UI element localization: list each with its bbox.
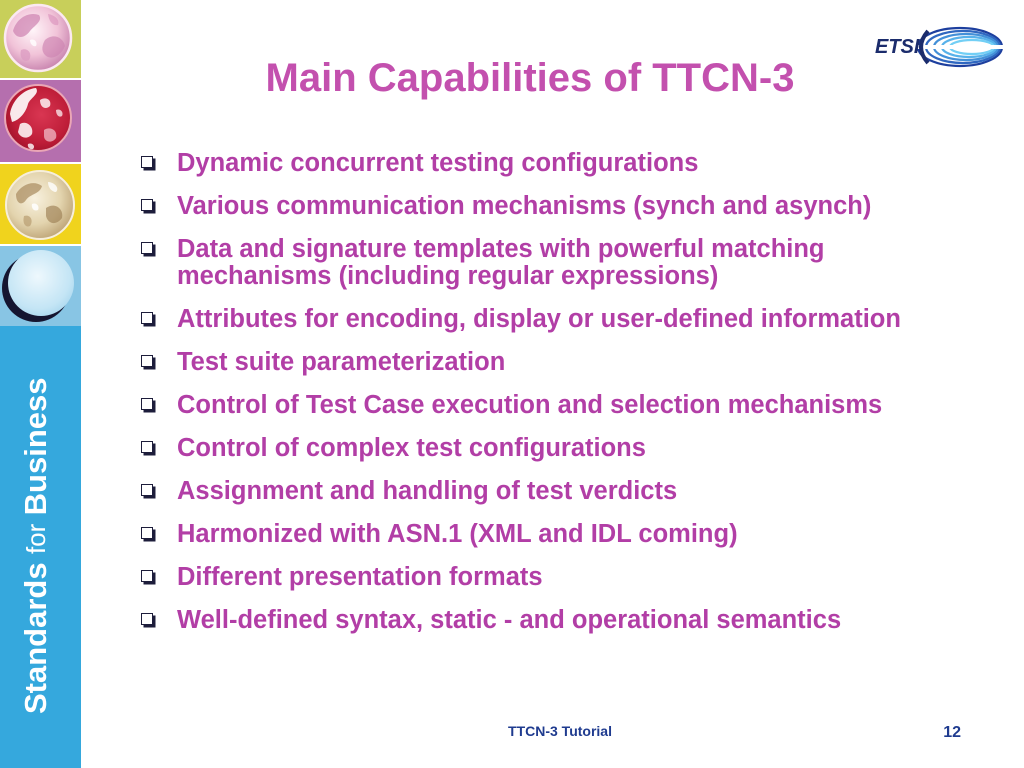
- slide-title: Main Capabilities of TTCN-3: [265, 56, 795, 100]
- bullet-text: Data and signature templates with powerful matching mechanisms (including regular expressions): [177, 235, 825, 290]
- list-item: [137, 521, 937, 548]
- capabilities-list: [137, 150, 937, 650]
- bullet-text: Test suite parameterization: [177, 348, 506, 376]
- list-item: [137, 435, 937, 462]
- list-item: [137, 349, 937, 376]
- globe-tile-4: [0, 246, 81, 326]
- bullet-text: Control of complex test configurations: [177, 434, 646, 462]
- square-bullet-icon: [141, 527, 153, 539]
- list-item: [137, 564, 937, 591]
- bullet-text: Well-defined syntax, static - and operational semantics: [177, 606, 842, 634]
- list-item: [137, 236, 937, 290]
- square-bullet-icon: [141, 613, 153, 625]
- globe-tile-1: [0, 0, 81, 78]
- square-bullet-icon: [141, 199, 153, 211]
- bullet-text: Dynamic concurrent testing configurations: [177, 149, 699, 177]
- footer-text: TTCN-3 Tutorial: [508, 723, 612, 739]
- globe-tile-3: [0, 164, 81, 244]
- list-item: [137, 392, 937, 419]
- square-bullet-icon: [141, 441, 153, 453]
- bullet-text: Various communication mechanisms (synch and asynch): [177, 192, 872, 220]
- sidebar: [0, 0, 81, 768]
- list-item: [137, 607, 937, 634]
- pink-globe-icon: [0, 0, 81, 78]
- square-bullet-icon: [141, 355, 153, 367]
- globe-tile-2: [0, 80, 81, 162]
- square-bullet-icon: [141, 242, 153, 254]
- square-bullet-icon: [141, 570, 153, 582]
- red-globe-icon: [0, 80, 81, 162]
- bullet-text: Different presentation formats: [177, 563, 543, 591]
- square-bullet-icon: [141, 398, 153, 410]
- square-bullet-icon: [141, 312, 153, 324]
- list-item: [137, 150, 937, 177]
- etsi-logo: [872, 24, 1006, 70]
- bullet-text: Control of Test Case execution and selection mechanisms: [177, 391, 883, 419]
- tagline-standards: Standards: [18, 562, 53, 715]
- list-item: [137, 478, 937, 505]
- square-bullet-icon: [141, 484, 153, 496]
- bullet-text: Attributes for encoding, display or user-defined information: [177, 305, 901, 333]
- tagline-for: for: [21, 523, 51, 555]
- tagline-business: Business: [18, 377, 53, 516]
- standards-for-business-tagline: [18, 372, 54, 720]
- pale-blue-globe-icon: [0, 246, 81, 326]
- bullet-text: Harmonized with ASN.1 (XML and IDL coming): [177, 520, 738, 548]
- tan-globe-icon: [0, 164, 81, 244]
- square-bullet-icon: [141, 156, 153, 168]
- list-item: [137, 193, 937, 220]
- list-item: [137, 306, 937, 333]
- etsi-logo-text: ETSI: [875, 36, 920, 58]
- page-number: 12: [943, 724, 961, 741]
- bullet-text: Assignment and handling of test verdicts: [177, 477, 678, 505]
- etsi-logo-icon: [872, 24, 1006, 70]
